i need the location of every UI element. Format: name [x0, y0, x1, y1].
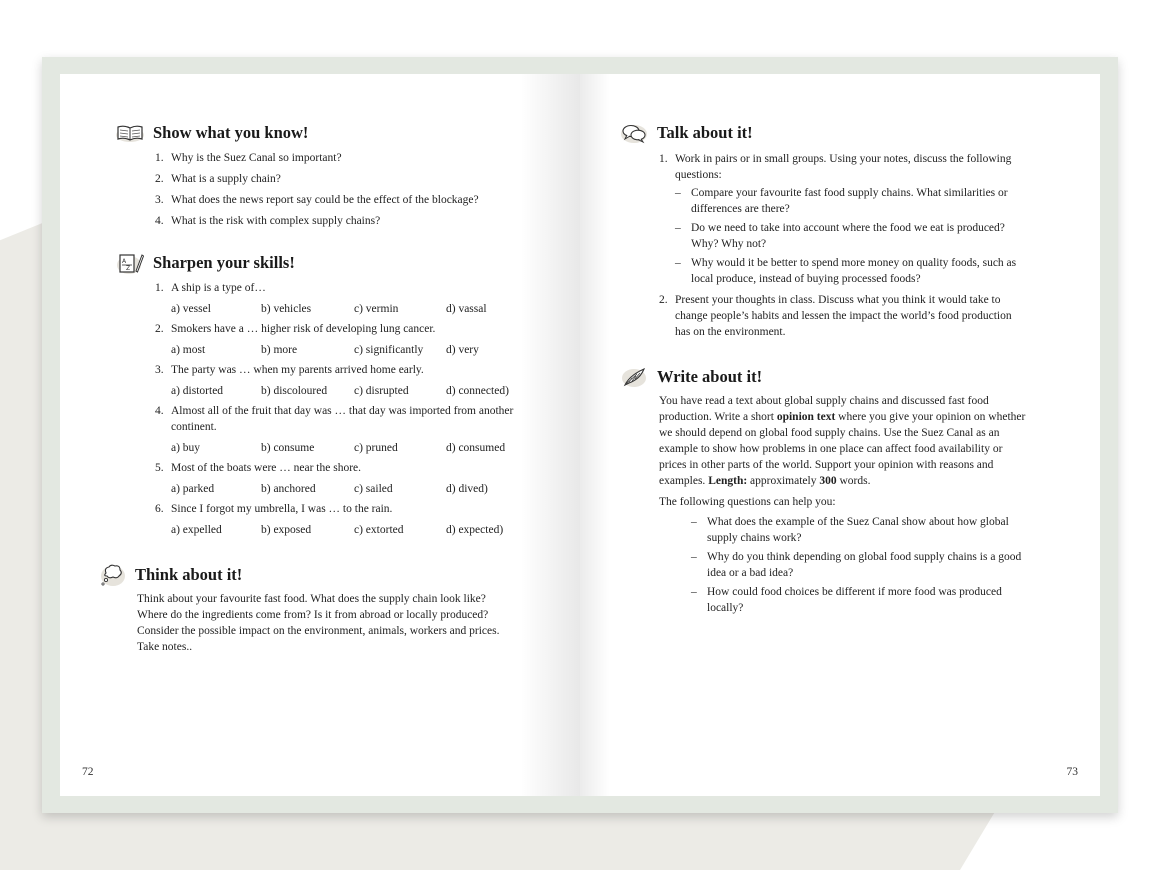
list-item: 4. What is the risk with complex supply chains?: [155, 215, 381, 227]
page-number-left: 72: [82, 766, 94, 778]
write-helper-intro: The following questions can help you:: [659, 496, 836, 508]
write-instructions: You have read a text about global supply chains and discussed fast food production. Write a short opinion text where you give your opinion on whether we should depend on global food supply chains. Use the Suez Canal as an example to show how problems in one place can affect food availability or prices in other parts of the world. Support your opinion with reasons and examples. Length: approximately 300 words.: [659, 395, 1026, 487]
write-bullets: [659, 514, 1029, 616]
right-page: [580, 74, 1100, 796]
left-page: [60, 74, 580, 796]
answer-options: a) expelled b) exposed c) extorted d) expected): [171, 524, 504, 536]
list-item: 2. Present your thoughts in class. Discuss what you think it would take to change people’s habits and lessen the impact the world’s food production has on the environment.: [659, 294, 1012, 338]
show-title: Show what you know!: [153, 123, 309, 142]
bullet-item: – Why would it be better to spend more money on quality foods, such as local produce, instead of buying processed foods?: [675, 257, 1017, 285]
thought-bubble-icon: [97, 563, 127, 587]
svg-text:Z: Z: [126, 265, 131, 272]
think-text: Think about your favourite fast food. What does the supply chain look like? Where do the ingredients come from? Is it from abroad or locally produced?Consider the possible impact on the environment, animals, workers and prices. Take notes..: [137, 593, 500, 653]
sharpen-section: [122, 249, 555, 542]
list-item: 2. What is a supply chain?: [155, 173, 281, 185]
dictionary-pencil-icon: [115, 251, 145, 275]
show-header: [115, 119, 555, 147]
list-item: 1. Work in pairs or in small groups. Using your notes, discuss the following questions: – Compare your favourite fast food supply chains. What similarities or differences are there? – Do we need to take into account where the food we eat is produced? Why? Why not? – Why would it be better to spend more money on quality foods, such as local produce, instead of buying processed foods?: [659, 151, 1029, 287]
svg-text:A: A: [122, 258, 127, 265]
sharpen-questions: [155, 280, 555, 538]
write-title: Write about it!: [657, 367, 763, 386]
question-item: 4. Almost all of the fruit that day was … that day was imported from another continent.: [155, 405, 514, 433]
sharpen-header: [115, 249, 555, 277]
bullet-item: – How could food choices be different if more food was produced locally?: [691, 586, 1002, 614]
talk-title: Talk about it!: [657, 123, 753, 142]
sharpen-title: Sharpen your skills!: [153, 253, 295, 272]
talk-items: [659, 151, 1029, 340]
answer-options: a) distorted b) discoloured c) disrupted d) connected): [171, 385, 509, 397]
write-section: [659, 363, 1029, 619]
answer-options: a) parked b) anchored c) sailed d) dived): [171, 483, 488, 495]
page-number-right: 73: [1066, 766, 1078, 778]
answer-options: a) buy b) consume c) pruned d) consumed: [171, 442, 506, 454]
write-header: [619, 363, 1029, 391]
answer-options: a) vessel b) vehicles c) vermin d) vassal: [171, 303, 487, 315]
list-item: 3. What does the news report say could be the effect of the blockage?: [155, 194, 479, 206]
show-questions: [155, 150, 555, 229]
quill-pen-icon: [619, 365, 649, 389]
think-title: Think about it!: [135, 565, 243, 584]
list-item: 1. Why is the Suez Canal so important?: [155, 152, 342, 164]
question-item: 3. The party was … when my parents arrived home early.: [155, 364, 424, 376]
show-section: [155, 119, 555, 234]
bullet-item: – Why do you think depending on global food supply chains is a good idea or a bad idea?: [691, 551, 1022, 579]
question-item: 5. Most of the boats were … near the shore.: [155, 462, 362, 474]
open-book-icon: [115, 121, 145, 145]
speech-bubbles-icon: [619, 121, 649, 145]
talk-section: [659, 119, 1029, 345]
question-item: 6. Since I forgot my umbrella, I was … to the rain.: [155, 503, 393, 515]
bullet-item: – What does the example of the Suez Canal show about how global supply chains work?: [691, 516, 1009, 544]
question-item: 2. Smokers have a … higher risk of developing lung cancer.: [155, 323, 436, 335]
talk-bullets: [659, 185, 1029, 287]
open-book: [42, 57, 1118, 813]
think-header: [97, 561, 502, 589]
bullet-item: – Do we need to take into account where the food we eat is produced? Why? Why not?: [675, 222, 1005, 250]
question-item: 1. A ship is a type of…: [155, 282, 266, 294]
answer-options: a) most b) more c) significantly d) very: [171, 344, 479, 356]
bullet-item: – Compare your favourite fast food supply chains. What similarities or differences are there?: [675, 187, 1008, 215]
think-section: [137, 561, 502, 655]
talk-header: [619, 119, 1029, 147]
